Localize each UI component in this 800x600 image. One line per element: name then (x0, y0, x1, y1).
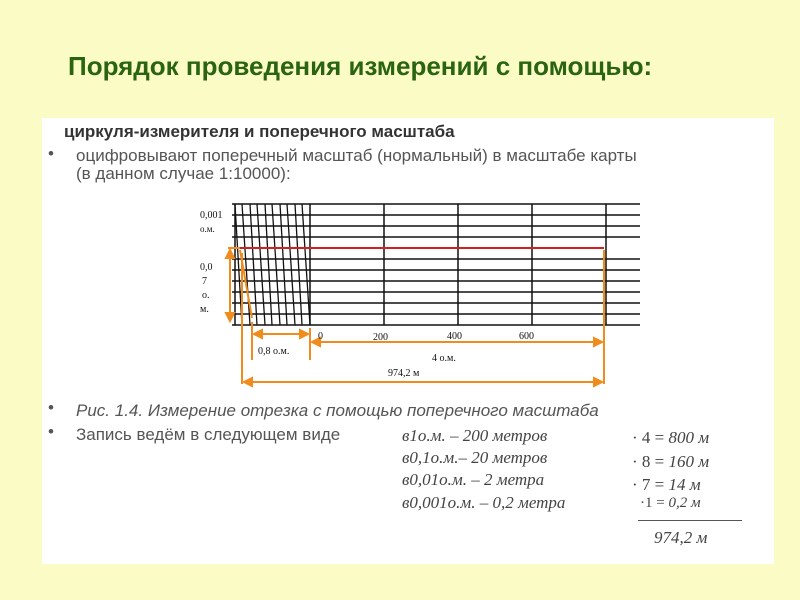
total-value: 974,2 м (654, 528, 708, 547)
content-panel (42, 118, 774, 564)
figure-caption: Рис. 1.4. Измерение отрезка с помощью поперечного масштаба (76, 401, 599, 420)
product-row-2: · 8 = 160 м (632, 452, 710, 471)
transversal-lines (235, 204, 310, 325)
bullet-text-1: оцифровывают поперечный масштаб (нормальный) в масштабе карты (76, 146, 637, 165)
label-007-line4: м. (200, 304, 209, 315)
label-0001: 0,001 (200, 210, 223, 221)
product-row-3: · 7 = 14 м (632, 475, 701, 494)
page-title: Порядок проведения измерений с помощью: (68, 51, 653, 81)
label-007-line2: 7 (202, 276, 207, 287)
product-row-1: · 4 = 800 м (632, 428, 710, 447)
label-007-line3: о. (202, 290, 210, 301)
bullet-marker: • (48, 398, 54, 417)
bullet-marker: • (48, 144, 54, 163)
record-row-2: в0,1о.м.– 20 метров (402, 448, 548, 467)
scale-tick-200: 200 (373, 332, 388, 343)
product-row-4: ·1 = 0,2 м (640, 495, 701, 511)
scale-tick-0: 0 (318, 331, 323, 342)
dim-label-total: 974,2 м (388, 368, 420, 379)
sum-divider (638, 520, 742, 521)
bullet-marker: • (48, 422, 54, 441)
record-row-1: в1о.м. – 200 метров (402, 426, 548, 445)
dim-label-4: 4 о.м. (432, 353, 456, 364)
dim-label-08: 0,8 о.м. (258, 346, 290, 357)
record-row-3: в0,01о.м. – 2 метра (402, 470, 545, 489)
subtitle: циркуля-измерителя и поперечного масштаба (64, 122, 455, 141)
label-0001-unit: о.м. (200, 224, 215, 234)
scale-tick-600: 600 (519, 331, 534, 342)
bullet-text-1b: (в данном случае 1:10000): (76, 164, 291, 183)
bullet-text-2: Запись ведём в следующем виде (76, 425, 341, 444)
label-007-line1: 0,0 (200, 262, 213, 273)
record-row-4: в0,001о.м. – 0,2 метра (402, 493, 566, 512)
scale-tick-400: 400 (447, 331, 462, 342)
